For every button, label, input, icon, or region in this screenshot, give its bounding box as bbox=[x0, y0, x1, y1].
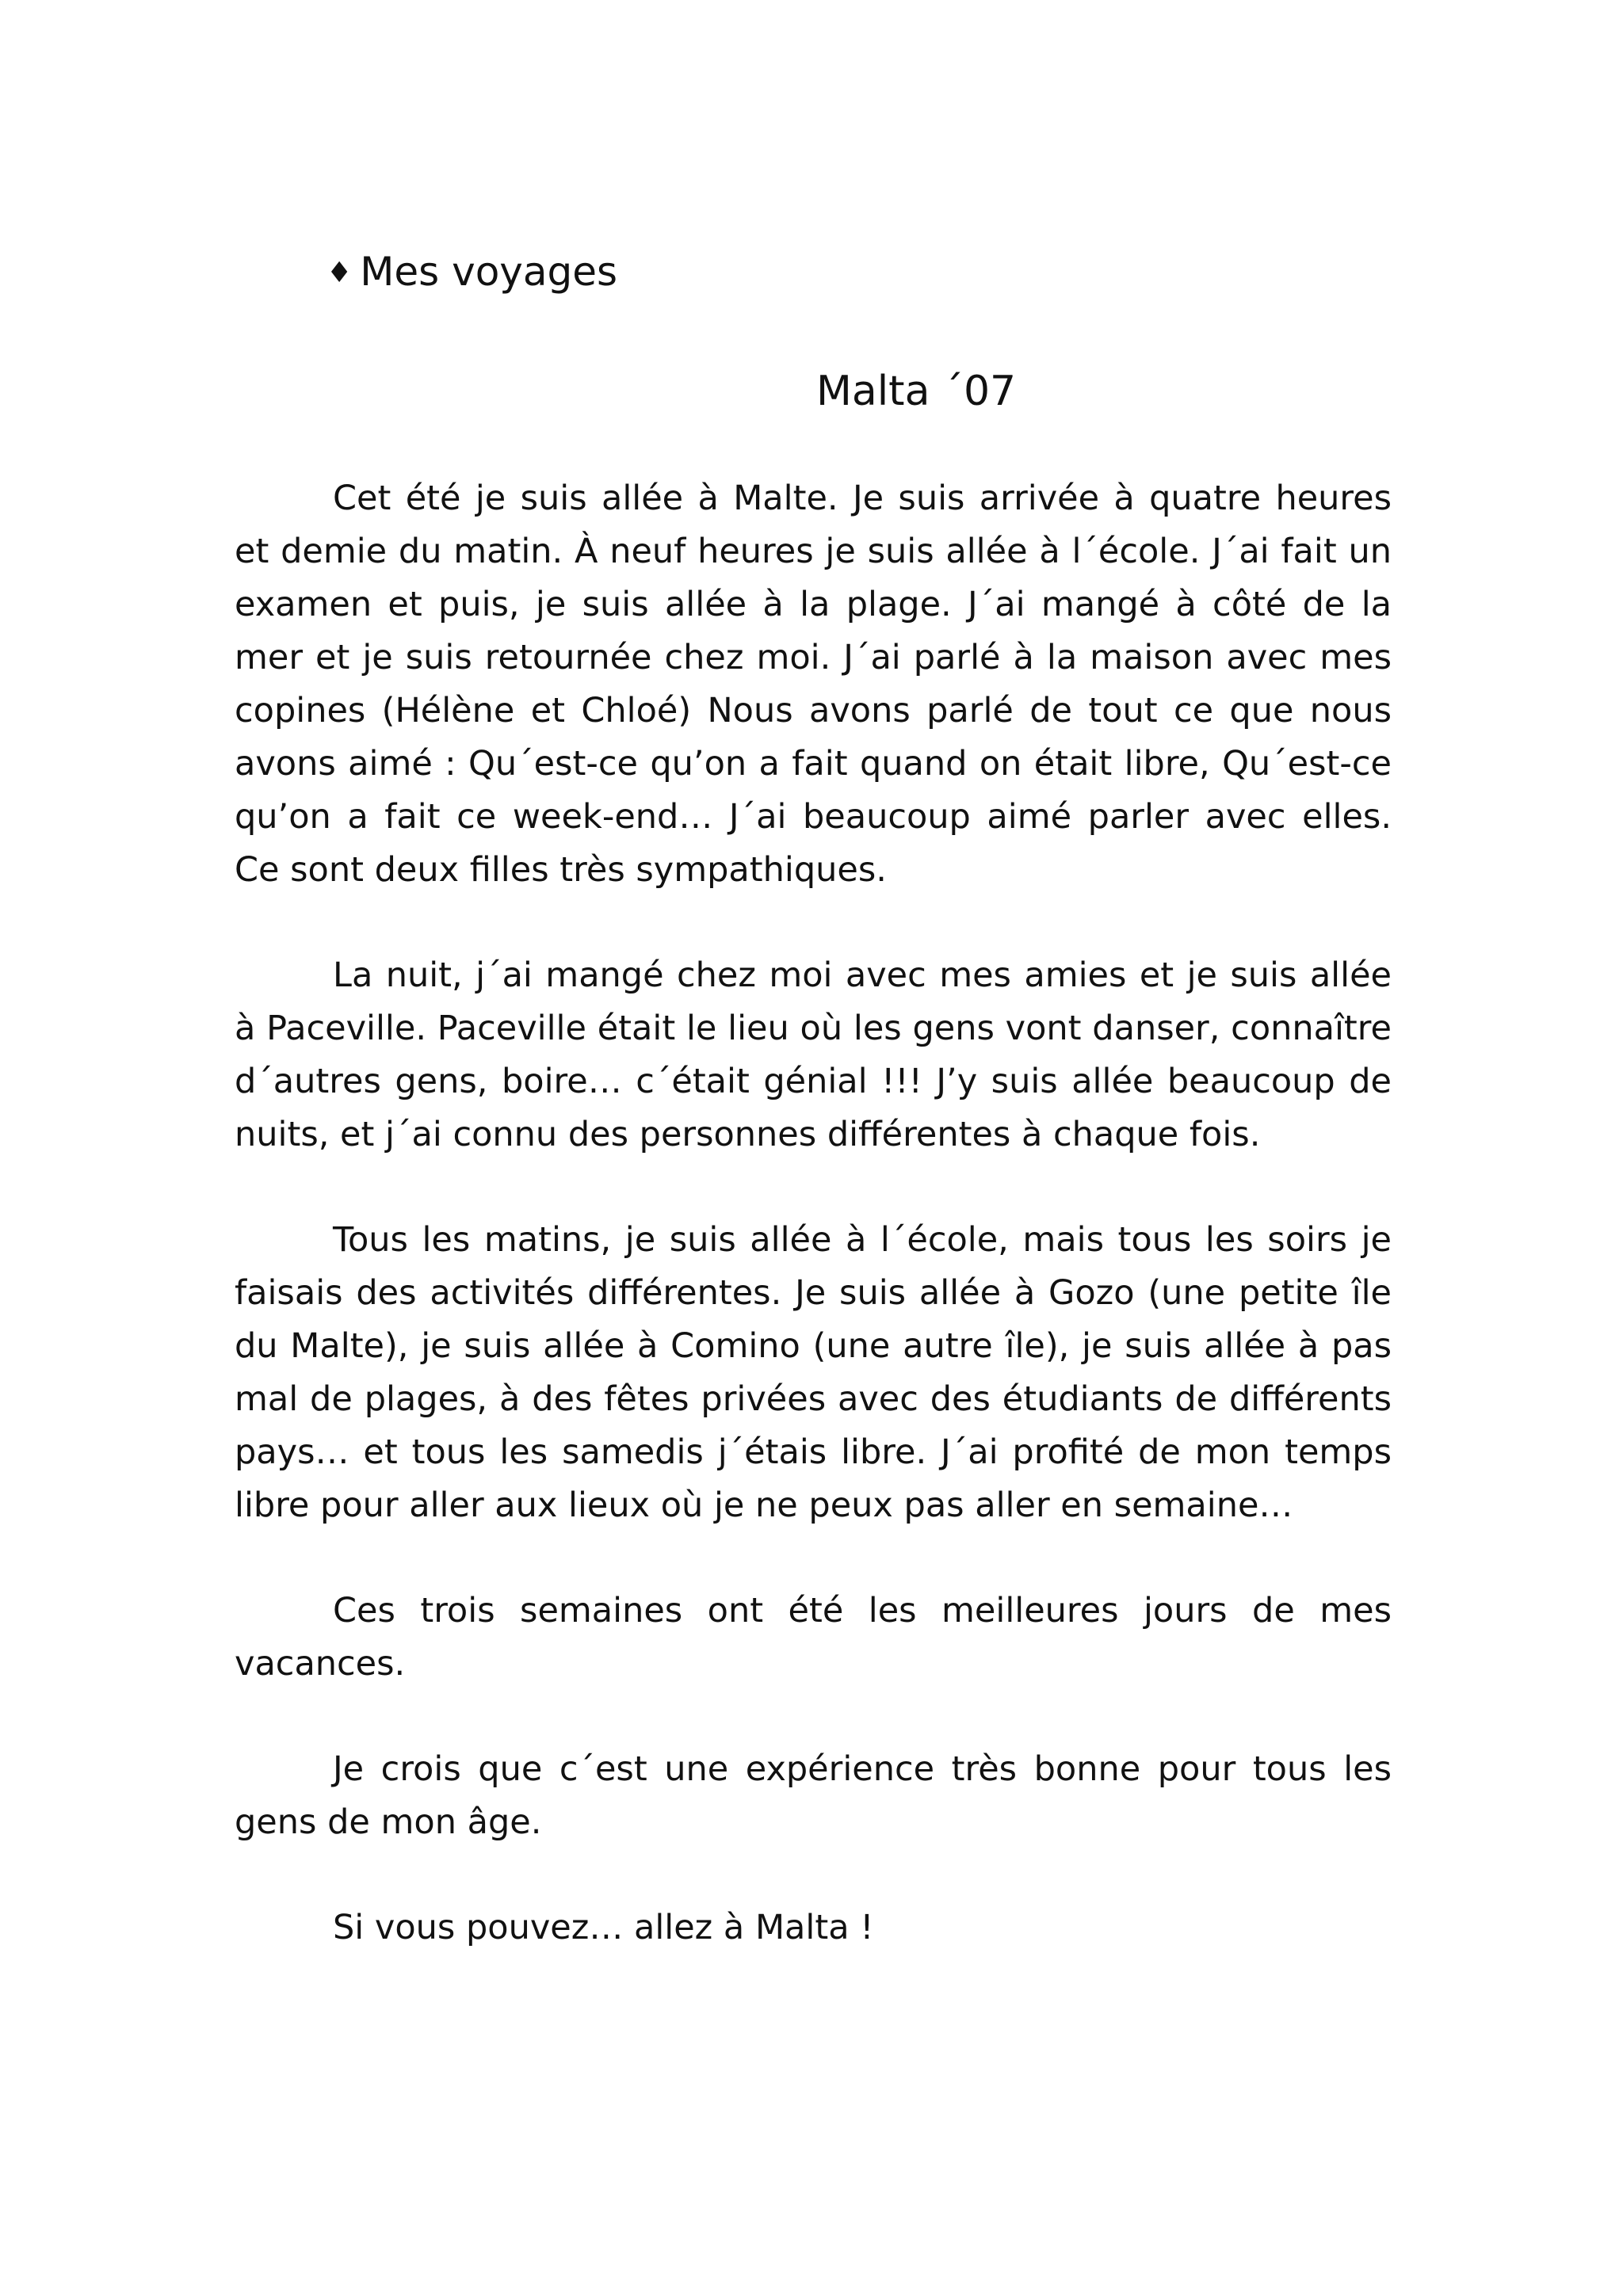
section-heading bbox=[327, 244, 617, 301]
paragraph-4: Ces trois semaines ont été les meilleures jours de mes vacances. bbox=[235, 1591, 1392, 1684]
paragraph-1: Cet été je suis allée à Malte. Je suis arrivée à quatre heures et demie du matin. À neuf heures je suis allée à l´école. J´ai fait un examen et puis, je suis allée à la plage. J´ai mangé à côté de la mer et je suis retournée chez moi. J´ai parlé à la maison avec mes copines (Hélène et Chloé) Nous avons parlé de tout ce que nous avons aimé : Qu´est-ce qu’on a fait quand on était libre, Qu´est-ce qu’on a fait ce week-end… J´ai beaucoup aimé parler avec elles. Ce sont deux filles très sympathiques. bbox=[235, 479, 1392, 890]
section-heading-text: Mes voyages bbox=[360, 249, 618, 295]
body-text bbox=[235, 472, 1392, 2007]
paragraph-5: Je crois que c´est une expérience très bonne pour tous les gens de mon âge. bbox=[235, 1749, 1392, 1842]
diamond-bullet-icon: ♦ bbox=[327, 257, 353, 289]
paragraph-6: Si vous pouvez… allez à Malta ! bbox=[333, 1908, 874, 1947]
paragraph-3: Tous les matins, je suis allée à l´école, mais tous les soirs je faisais des activités différentes. Je suis allée à Gozo (une petite île du Malte), je suis allée à Comino (une autre île), je suis allée à pas mal de plages, à des fêtes privées avec des étudiants de différents pays… et tous les samedis j´étais libre. J´ai profité de mon temps libre pour aller aux lieux où je ne peux pas aller en semaine… bbox=[235, 1220, 1392, 1525]
paragraph-2: La nuit, j´ai mangé chez moi avec mes amies et je suis allée à Paceville. Paceville était le lieu où les gens vont danser, connaître d´autres gens, boire… c´était génial !!! J’y suis allée beaucoup de nuits, et j´ai connu des personnes différentes à chaque fois. bbox=[235, 955, 1392, 1154]
document-title: Malta ´07 bbox=[816, 368, 1017, 415]
